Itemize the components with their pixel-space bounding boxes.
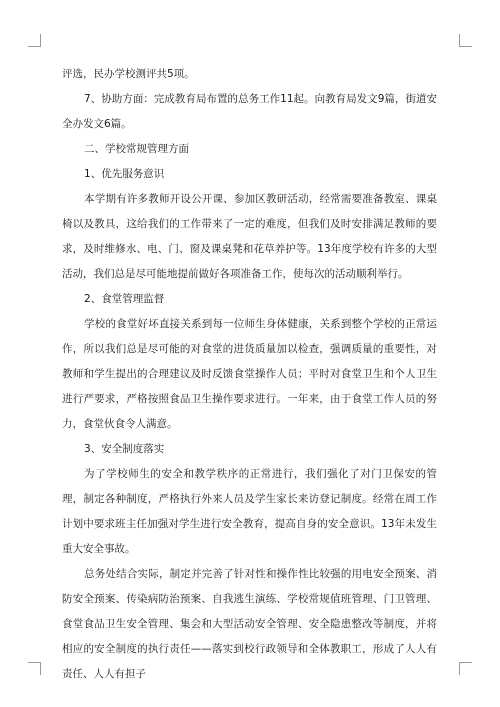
subheading-safety-system: 3、安全制度落实 bbox=[84, 443, 165, 455]
document-page-body bbox=[62, 62, 437, 687]
crop-mark-bottom-right bbox=[459, 662, 472, 675]
subheading-service-awareness: 1、优先服务意识 bbox=[84, 168, 165, 180]
paragraph-evaluation-end: 评选，民办学校测评共5项。 bbox=[62, 68, 195, 80]
subheading-canteen-supervision: 2、食堂管理监督 bbox=[84, 293, 165, 305]
section-heading-routine-management: 二、学校常规管理方面 bbox=[84, 143, 190, 155]
crop-mark-bottom-left bbox=[28, 662, 41, 675]
crop-mark-top-right bbox=[459, 34, 472, 47]
paragraph-safety-plans: 总务处结合实际，制定并完善了针对性和操作性比较强的用电安全预案、消防安全预案、传染病防治预案、自我逃生演练、学校常规值班管理、门卫管理、食堂食品卫生安全管理、集会和大型活动安全管理、安全隐患整改等制度，并将相应的安全制度的执行责任——落实到校行政领导和全体教职工，形成了人人有责任、人人有担子 bbox=[62, 568, 437, 680]
paragraph-canteen-supervision: 学校的食堂好坏直接关系到每一位师生身体健康，关系到整个学校的正常运作，所以我们总是尽可能的对食堂的进货质量加以检查，强调质量的重要性，对教师和学生提出的合理建议及时反馈食堂操作人员；平时对食堂卫生和个人卫生进行严要求，严格按照食品卫生操作要求进行。一年来，由于食堂工作人员的努力，食堂伙食令人满意。 bbox=[62, 318, 437, 430]
crop-mark-top-left bbox=[28, 34, 41, 47]
paragraph-safety-system: 为了学校师生的安全和教学秩序的正常进行，我们强化了对门卫保安的管理，制定各种制度，严格执行外来人员及学生家长来访登记制度。经常在周工作计划中要求班主任加强对学生进行安全教育，提高自身的安全意识。13年未发生重大安全事故。 bbox=[62, 468, 437, 555]
paragraph-service-awareness: 本学期有许多教师开设公开课、参加区教研活动，经常需要准备教室、课桌椅以及教具，这给我们的工作带来了一定的难度，但我们及时安排满足教师的要求，及时维修水、电、门、窗及课桌凳和花草养护等。13年度学校有许多的大型活动，我们总是尽可能地提前做好各项准备工作，使每次的活动顺利举行。 bbox=[62, 193, 437, 280]
paragraph-assistance: 7、协助方面：完成教育局布置的总务工作11起。向教育局发文9篇，街道安全办发文6篇。 bbox=[62, 93, 437, 130]
